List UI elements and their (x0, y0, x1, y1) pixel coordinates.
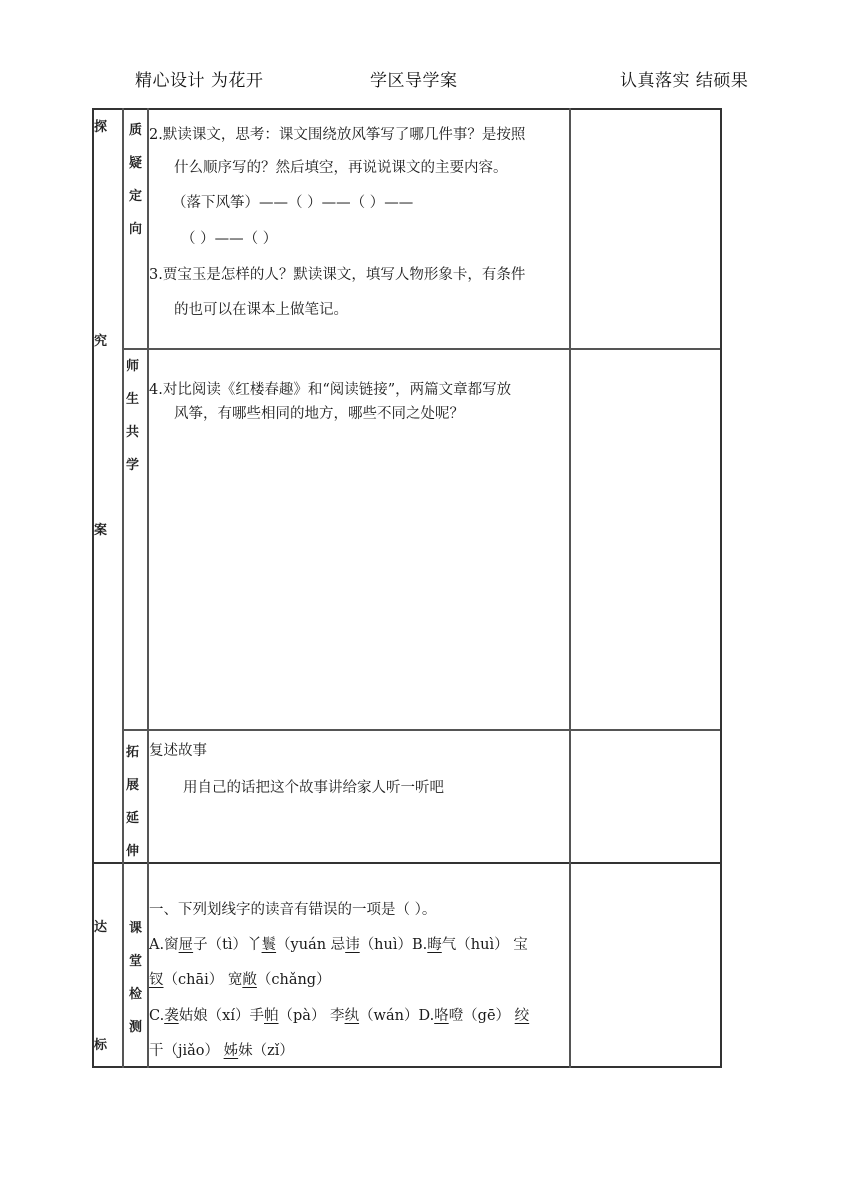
option-text: 子（tì）丫 (193, 937, 262, 953)
section-label-char: 向 (129, 222, 143, 237)
header-center: 学区导学案 (370, 71, 458, 91)
option-text: （huì）B. (359, 937, 428, 953)
col-divider-2 (147, 108, 149, 1068)
outer-label-jiu: 究 (94, 334, 108, 349)
question-3-line-2: 的也可以在课本上做笔记。 (174, 302, 348, 318)
option-text: 妹（zǐ） (238, 1043, 294, 1059)
outer-label-an: 案 (94, 523, 108, 538)
question-4-line-2: 风筝，有哪些相同的地方，哪些不同之处呢？ (174, 406, 464, 422)
table-top-border (92, 108, 722, 110)
underlined-char: 帕 (264, 1008, 279, 1024)
underlined-char: 钗 (149, 972, 164, 988)
underlined-char: 鬟 (261, 937, 277, 953)
section-label-zhiyi (129, 122, 142, 254)
col-divider-3 (569, 108, 571, 1068)
section-label-char: 拓 (126, 745, 140, 760)
underlined-char: 纨 (344, 1008, 360, 1024)
section-label-char: 学 (126, 458, 140, 473)
underlined-char: 敞 (242, 972, 257, 988)
question-2-line-2: 什么顺序写的？然后填空，再说说课文的主要内容。 (174, 160, 508, 176)
underlined-char: 讳 (345, 937, 360, 953)
underlined-char: 绞 (514, 1008, 530, 1024)
section-label-tuozhan (126, 744, 139, 876)
option-text: （pà） 李 (278, 1008, 345, 1024)
section-label-char: 伸 (126, 844, 140, 859)
underlined-char: 晦 (427, 937, 442, 953)
option-text: 气（huì） 宝 (441, 937, 528, 953)
option-text: C. (149, 1008, 165, 1024)
row-divider-1 (123, 348, 722, 350)
quiz-option-line-1 (149, 933, 528, 954)
outer-label-biao: 标 (94, 1038, 108, 1053)
retell-body: 用自己的话把这个故事讲给家人听一听吧 (183, 780, 444, 796)
underlined-char: 姊 (223, 1043, 239, 1059)
option-text: 姑娘（xí）手 (178, 1008, 265, 1024)
section-label-char: 共 (126, 425, 140, 440)
row-divider-3 (92, 862, 722, 864)
option-text: 噔（gē） (448, 1008, 515, 1024)
section-label-char: 检 (129, 987, 143, 1002)
underlined-char: 屉 (178, 937, 194, 953)
question-3-line-1: 3.贾宝玉是怎样的人？默读课文，填写人物形象卡，有条件 (149, 267, 526, 283)
section-label-ketang (129, 920, 142, 1052)
outer-label-da: 达 (94, 920, 108, 935)
section-label-char: 延 (126, 811, 140, 826)
table-bottom-border (92, 1066, 722, 1068)
header-left: 精心设计 为花开 (135, 71, 264, 91)
quiz-question: 一、下列划线字的读音有错误的一项是（ ）。 (149, 902, 437, 918)
underlined-char: 咯 (434, 1008, 449, 1024)
row-divider-2 (123, 729, 722, 731)
section-label-char: 生 (126, 392, 140, 407)
question-4-line-1: 4.对比阅读《红楼春趣》和“阅读链接”，两篇文章都写放 (149, 382, 512, 398)
option-text: （chāi） 宽 (163, 972, 243, 988)
option-text: A.窗 (149, 937, 179, 953)
section-label-char: 堂 (129, 954, 143, 969)
retell-title: 复述故事 (149, 743, 207, 759)
option-text: （wán）D. (359, 1008, 435, 1024)
quiz-option-line-2 (149, 968, 331, 989)
section-label-char: 测 (129, 1020, 143, 1035)
section-label-shisheng (126, 358, 139, 490)
option-text: 干（jiǎo） (149, 1043, 224, 1059)
col-divider-1 (122, 108, 124, 1068)
option-text: （chǎng） (256, 972, 331, 988)
header-right: 认真落实 结硕果 (620, 71, 749, 91)
quiz-option-line-3 (149, 1004, 529, 1025)
outer-label-tan: 探 (94, 120, 108, 135)
fill-blank-line-1: （落下风筝）——（ ）——（ ）—— (172, 195, 414, 211)
quiz-option-line-4 (149, 1039, 294, 1060)
underlined-char: 袭 (164, 1008, 179, 1024)
section-label-char: 课 (129, 921, 143, 936)
section-label-char: 定 (129, 189, 143, 204)
section-label-char: 质 (129, 123, 143, 138)
option-text: （yuán 忌 (276, 937, 346, 953)
table-right-border (720, 108, 722, 1068)
fill-blank-line-2: （ ）——（ ） (181, 231, 278, 247)
section-label-char: 展 (126, 778, 140, 793)
question-2-line-1: 2.默读课文，思考：课文围绕放风筝写了哪几件事？是按照 (149, 127, 526, 143)
section-label-char: 疑 (129, 156, 143, 171)
section-label-char: 师 (126, 359, 140, 374)
